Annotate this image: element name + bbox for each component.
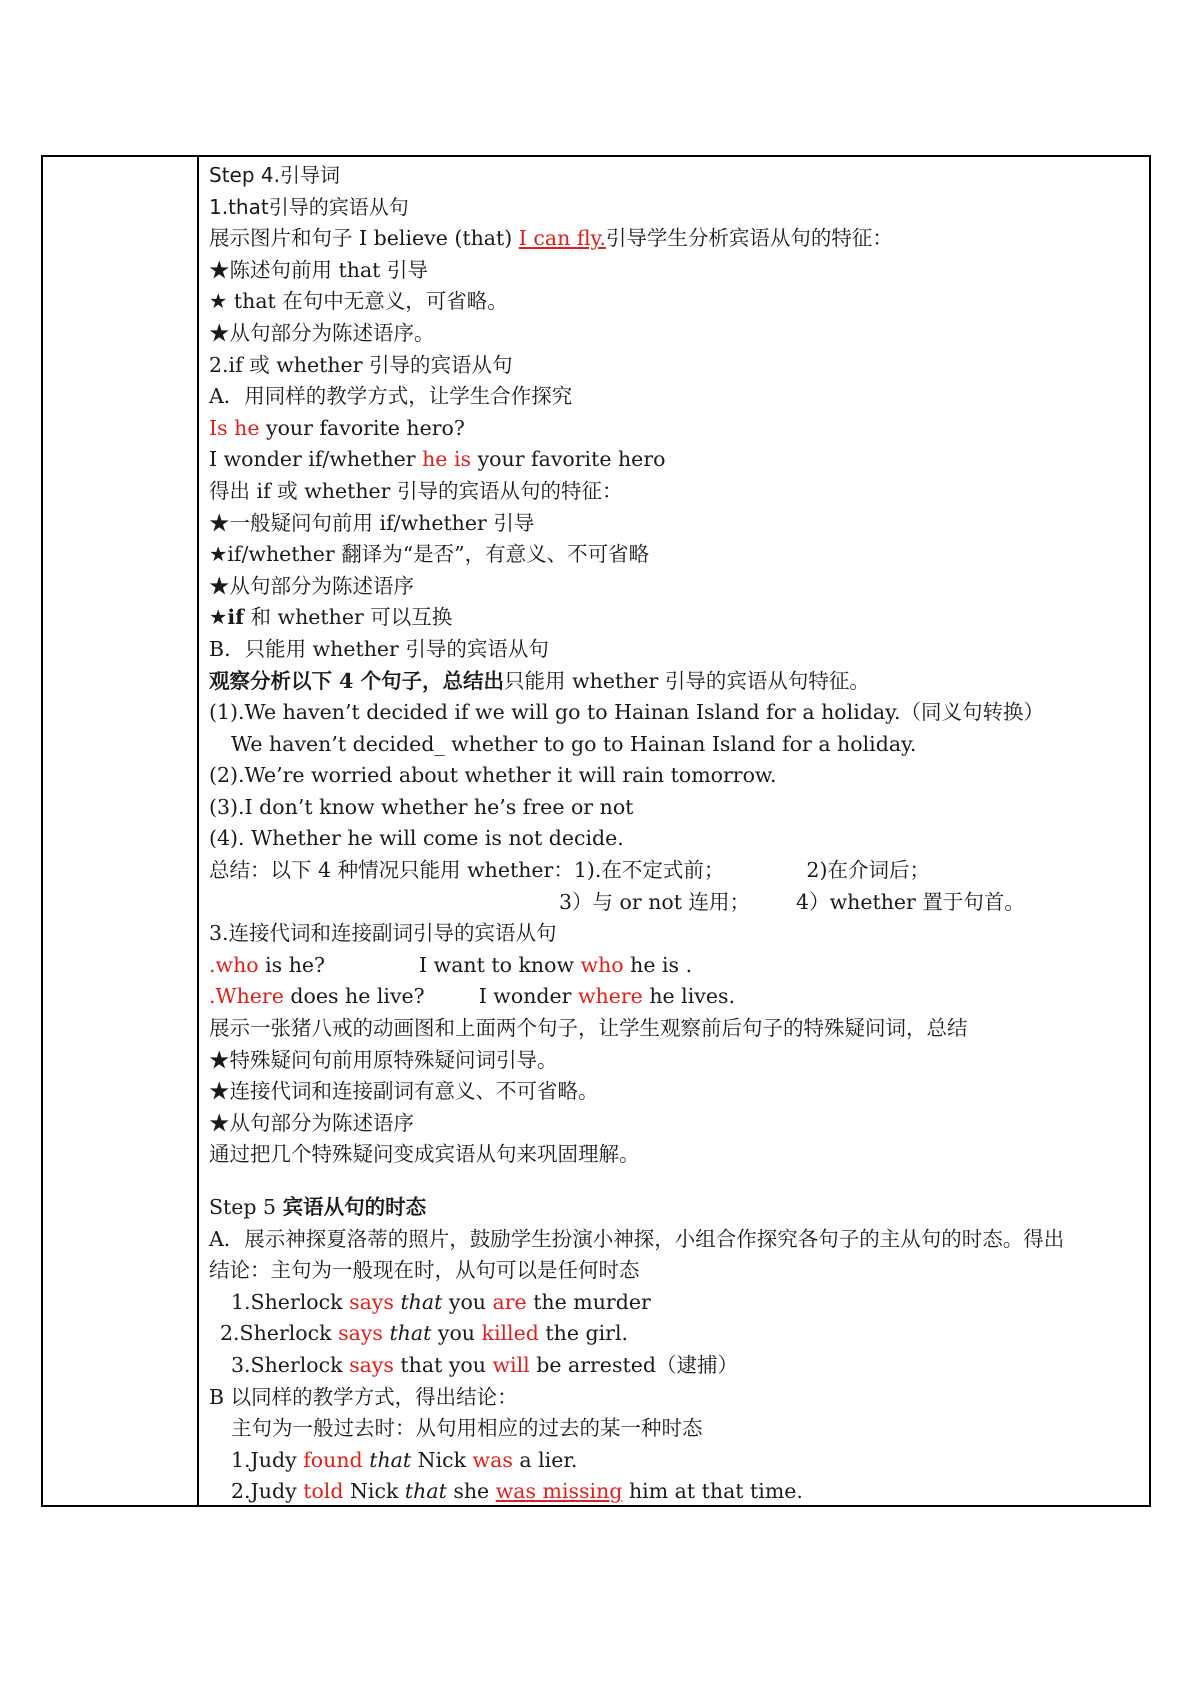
section3-show: 展示一张猪八戒的动画图和上面两个句子，让学生观察前后句子的特殊疑问词，总结	[209, 1016, 968, 1041]
bullet: ★从句部分为陈述语序	[209, 1110, 414, 1135]
sherlock-sentence-1: 1.Sherlock says that you are the murder	[231, 1289, 651, 1314]
sherlock-sentence-2: 2.Sherlock says that you killed the girl.	[220, 1321, 629, 1346]
step5-part-a: A．展示神探夏洛蒂的照片，鼓励学生扮演小神探，小组合作探究各句子的主从句的时态。得出	[209, 1226, 1065, 1251]
bullet: ★从句部分为陈述语序	[209, 573, 414, 598]
observe-instruction: 观察分析以下 4 个句子，总结出只能用 whether 引导的宾语从句特征。	[209, 668, 870, 693]
bullet: ★特殊疑问句前用原特殊疑问词引导。	[209, 1047, 558, 1072]
bullet: ★陈述句前用 that 引导	[209, 257, 428, 282]
step5-part-b-conclusion: 主句为一般过去时：从句用相应的过去的某一种时态	[231, 1416, 703, 1441]
sentence-2: (2).We’re worried about whether it will rain tomorrow.	[209, 763, 777, 788]
step5-title: Step 5 宾语从句的时态	[209, 1195, 427, 1219]
sherlock-sentence-3: 3.Sherlock says that you will be arrested（逮捕）	[231, 1352, 738, 1377]
bullet: ★if/whether 翻译为“是否”，有意义、不可省略	[209, 542, 650, 567]
section3-title: 3.连接代词和连接副词引导的宾语从句	[209, 921, 557, 946]
section2-part-b: B．只能用 whether 引导的宾语从句	[209, 636, 549, 661]
bullet: ★一般疑问句前用 if/whether 引导	[209, 510, 535, 535]
step5-part-b: B 以同样的教学方式，得出结论：	[209, 1384, 518, 1409]
sentence-1: (1).We haven’t decided if we will go to Hainan Island for a holiday.（同义句转换）	[209, 700, 1044, 725]
summary-line-1: 总结：以下 4 种情况只能用 whether：1).在不定式前； 2)在介词后；	[209, 858, 930, 883]
step5-part-a-conclusion: 结论：主句为一般现在时，从句可以是任何时态	[209, 1258, 640, 1283]
section2-conclusion: 得出 if 或 whether 引导的宾语从句的特征：	[209, 478, 623, 503]
bullet: ★从句部分为陈述语序。	[209, 320, 435, 345]
section1-title: 1.that引导的宾语从句	[209, 194, 409, 219]
example-question: Is he your favorite hero?	[209, 415, 465, 440]
step4-title: Step 4.引导词	[209, 163, 340, 187]
step-content	[209, 160, 1144, 1508]
wh-example-who: .who is he? I want to know who he is .	[209, 952, 693, 977]
sentence-3: (3).I don’t know whether he’s free or not	[209, 794, 634, 819]
example-clause: I wonder if/whether he is your favorite hero	[209, 447, 666, 472]
section3-end: 通过把几个特殊疑问变成宾语从句来巩固理解。	[209, 1142, 640, 1167]
sentence-4: (4). Whether he will come is not decide.	[209, 826, 624, 851]
bullet: ★ that 在句中无意义，可省略。	[209, 289, 508, 314]
section2-title: 2.if 或 whether 引导的宾语从句	[209, 352, 513, 377]
section1-intro: 展示图片和句子 I believe (that) I can fly.引导学生分析宾语从句的特征：	[209, 226, 893, 251]
table-column-divider	[197, 155, 199, 1507]
judy-sentence-2: 2.Judy told Nick that she was missing him at that time.	[231, 1479, 803, 1504]
sentence-1-rewrite: We haven’t decided_ whether to go to Hainan Island for a holiday.	[231, 731, 917, 756]
summary-line-2: 3）与 or not 连用； 4）whether 置于句首。	[559, 889, 1025, 914]
table-left-border	[41, 155, 43, 1507]
bullet: ★if 和 whether 可以互换	[209, 605, 453, 630]
wh-example-where: .Where does he live? I wonder where he lives.	[209, 984, 736, 1009]
judy-sentence-1: 1.Judy found that Nick was a lier.	[231, 1447, 578, 1472]
bullet: ★连接代词和连接副词有意义、不可省略。	[209, 1079, 599, 1104]
table-right-border	[1149, 155, 1151, 1507]
section2-part-a: A．用同样的教学方式，让学生合作探究	[209, 384, 573, 409]
